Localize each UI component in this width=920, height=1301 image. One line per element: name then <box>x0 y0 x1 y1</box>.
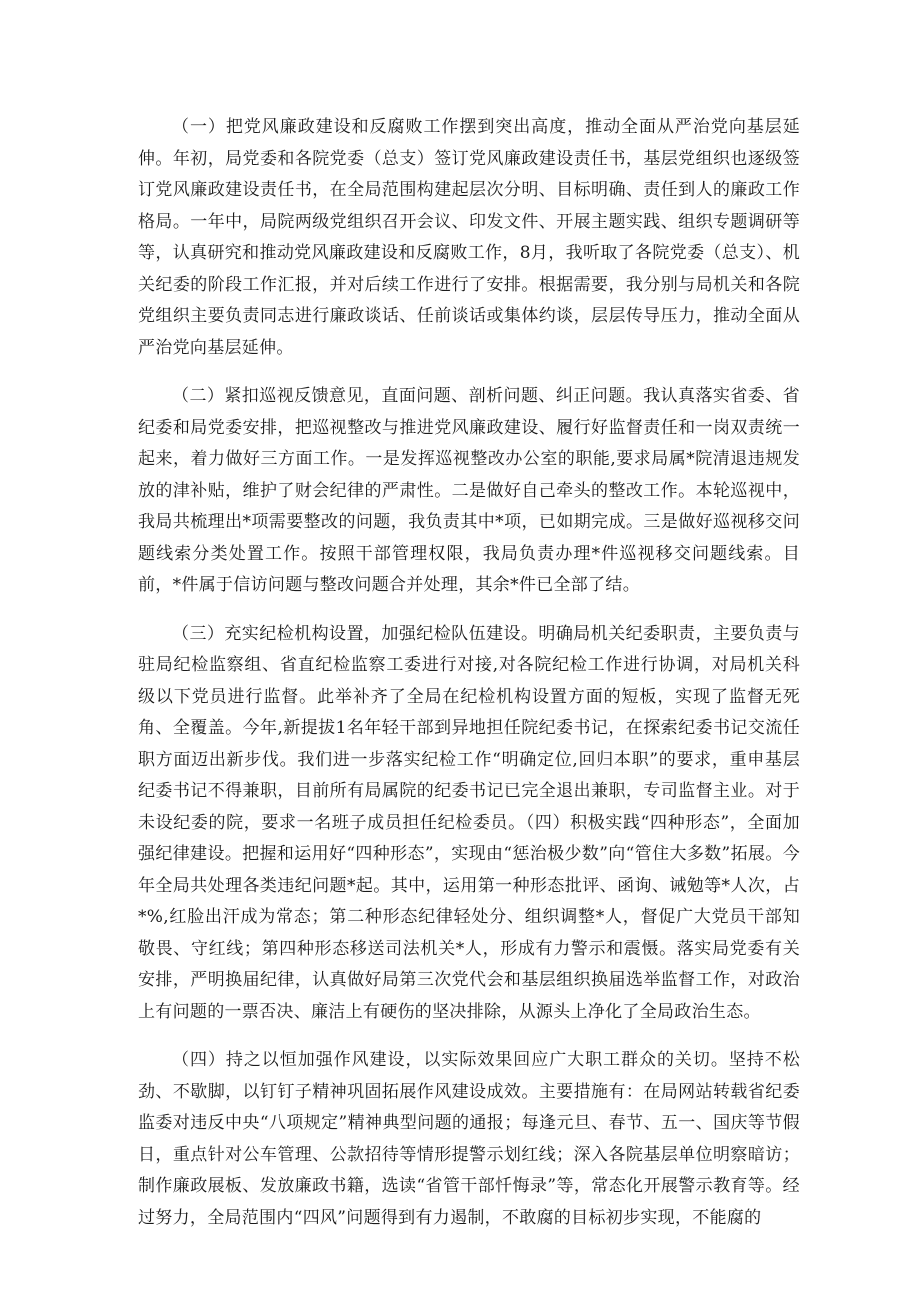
paragraph-3: （三）充实纪检机构设置，加强纪检队伍建设。明确局机关纪委职责，主要负责与驻局纪检监察组、省直纪检监察工委进行对接,对各院纪检工作进行协调，对局机关科级以下党员进行监督。此举补齐了全局在纪检机构设置方面的短板，实现了监督无死角、全覆盖。今年,新提拔1名年轻干部到异地担任院纪委书记，在探索纪委书记交流任职方面迈出新步伐。我们进一步落实纪检工作“明确定位,回归本职”的要求，重申基层纪委书记不得兼职，目前所有局属院的纪委书记已完全退出兼职，专司监督主业。对于未设纪委的院，要求一名班子成员担任纪检委员。（四）积极实践“四种形态”，全面加强纪律建设。把握和运用好“四种形态”，实现由“惩治极少数”向“管住大多数”拓展。今年全局共处理各类违纪问题*起。其中，运用第一种形态批评、函询、诫勉等*人次，占*%,红脸出汗成为常态；第二种形态纪律轻处分、组织调整*人，督促广大党员干部知敬畏、守红线；第四种形态移送司法机关*人，形成有力警示和震慑。落实局党委有关安排，严明换届纪律，认真做好局第三次党代会和基层组织换届选举监督工作，对政治上有问题的一票否决、廉洁上有硬伤的坚决排除，从源头上净化了全局政治生态。 <box>138 623 800 1022</box>
paragraph-1: （一）把党风廉政建设和反腐败工作摆到突出高度，推动全面从严治党向基层延伸。年初，局党委和各院党委（总支）签订党风廉政建设责任书，基层党组织也逐级签订党风廉政建设责任书，在全局范围构建起层次分明、目标明确、责任到人的廉政工作格局。一年中，局院两级党组织召开会议、印发文件、开展主题实践、组织专题调研等等，认真研究和推动党风廉政建设和反腐败工作，8月，我听取了各院党委（总支）、机关纪委的阶段工作汇报，并对后续工作进行了安排。根据需要，我分别与局机关和各院党组织主要负责同志进行廉政谈话、任前谈话或集体约谈，层层传导压力，推动全面从严治党向基层延伸。 <box>138 117 800 358</box>
document-body <box>138 112 800 1234</box>
paragraph-4: （四）持之以恒加强作风建设，以实际效果回应广大职工群众的关切。坚持不松劲、不歇脚，以钉钉子精神巩固拓展作风建设成效。主要措施有：在局网站转载省纪委监委对违反中央“八项规定”精神典型问题的通报；每逢元旦、春节、五一、国庆等节假日，重点针对公车管理、公款招待等情形提警示划红线；深入各院基层单位明察暗访；制作廉政展板、发放廉政书籍，选读“省管干部忏悔录”等，常态化开展警示教育等。经过努力，全局范围内“四风”问题得到有力遏制，不敢腐的目标初步实现，不能腐的 <box>138 1050 800 1228</box>
paragraph-2: （二）紧扣巡视反馈意见，直面问题、剖析问题、纠正问题。我认真落实省委、省纪委和局党委安排，把巡视整改与推进党风廉政建设、履行好监督责任和一岗双责统一起来，着力做好三方面工作。一是发挥巡视整改办公室的职能,要求局属*院清退违规发放的津补贴，维护了财会纪律的严肃性。二是做好自己牵头的整改工作。本轮巡视中，我局共梳理出*项需要整改的问题，我负责其中*项，已如期完成。三是做好巡视移交问题线索分类处置工作。按照干部管理权限，我局负责办理*件巡视移交问题线索。目前，*件属于信访问题与整改问题合并处理，其余*件已全部了结。 <box>138 386 800 595</box>
